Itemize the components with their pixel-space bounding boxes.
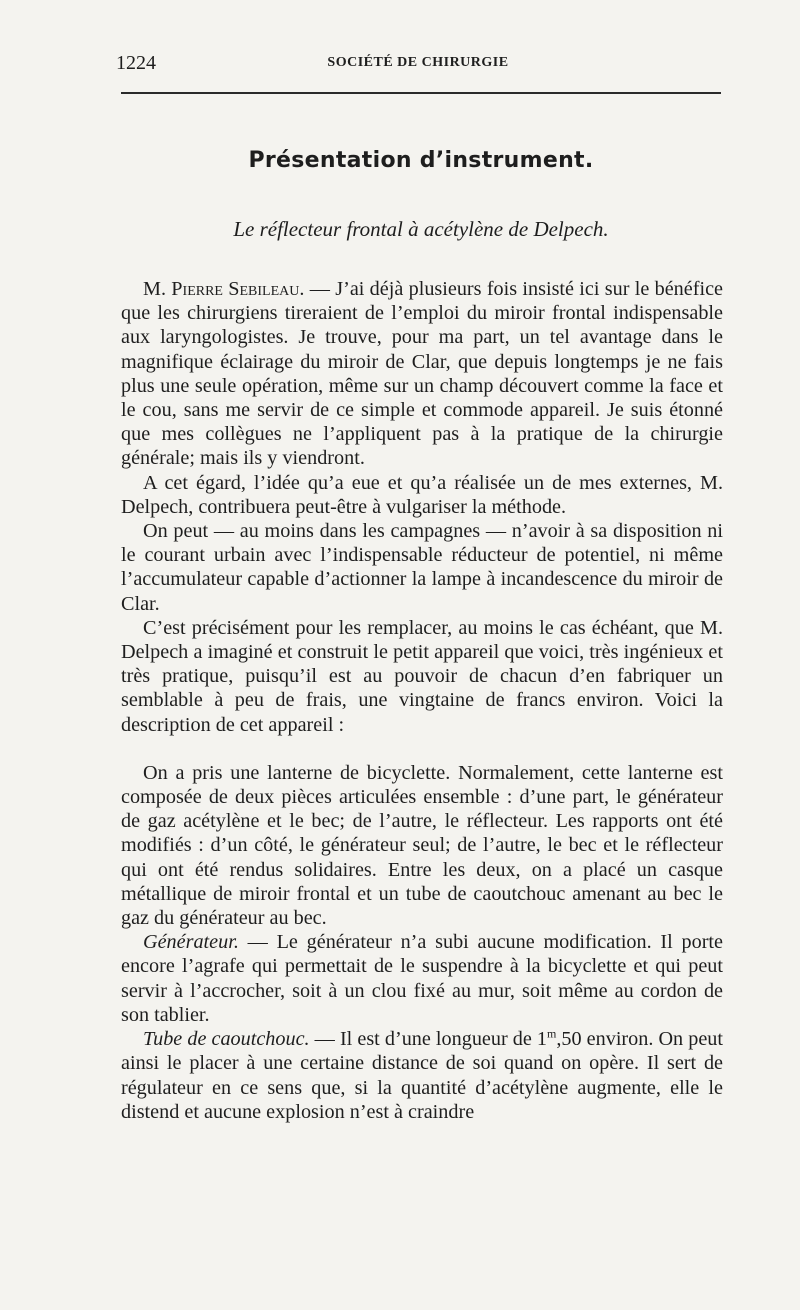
paragraph-text: — Le générateur n’a subi aucune modification. Il porte encore l’agrafe qui permettait de le suspendre à la bicyclette et qui peut servir à l’accrocher, soit à un clou fixé au mur, soit même au cordon de son tablier. <box>121 931 723 1026</box>
paragraph-heading: Tube de caoutchouc. <box>143 1028 310 1051</box>
unit-superscript: m <box>547 1026 557 1041</box>
paragraph-text: — Il est d’une longueur de 1 <box>309 1028 548 1051</box>
paragraph <box>121 277 723 471</box>
header-rule <box>121 92 721 94</box>
page-number: 1224 <box>116 52 156 74</box>
paragraph-text: ,50 environ. On peut ainsi le placer à une certaine distance de soi quand on opère. Il sert de régulateur en ce sens que, si la quantité d’acétylène augmente, elle le distend et aucune explosion n’est à craindre <box>121 1028 723 1123</box>
speaker-name: M. Pierre Sebileau. <box>143 278 305 300</box>
section-title: Présentation d’instrument. <box>248 148 594 173</box>
paragraph: On a pris une lanterne de bicyclette. Normalement, cette lanterne est composée de deux pièces articulées ensemble : d’une part, le générateur de gaz acétylène et le bec; de l’autre, le réflecteur. Les rapports ont été modifiés : d’un côté, le générateur seul; de l’autre, le bec et le réflecteur qui ont été rendus solidaires. Entre les deux, on a placé un casque métallique de miroir frontal et un tube de caoutchouc amenant au bec le gaz du générateur au bec. <box>121 761 723 930</box>
paragraph <box>121 930 723 1027</box>
paragraph: On peut — au moins dans les campagnes — n’avoir à sa disposition ni le courant urbain avec l’indispensable réducteur de potentiel, ni même l’accumulateur capable d’actionner la lampe à incandescence du miroir de Clar. <box>121 520 723 615</box>
paragraph-heading: Générateur. <box>143 931 239 954</box>
section-subtitle: Le réflecteur frontal à acétylène de Delpech. <box>233 217 609 241</box>
running-header <box>116 52 720 76</box>
body-text <box>121 277 723 1124</box>
paragraph: C’est précisément pour les remplacer, au moins le cas échéant, que M. Delpech a imaginé et construit le petit appareil que voici, très ingénieux et très pratique, puisqu’il est au pouvoir de chacun d’en fabriquer un semblable à peu de frais, une vingtaine de francs environ. Voici la description de cet appareil : <box>121 616 723 736</box>
running-head: SOCIÉTÉ DE CHIRURGIE <box>327 55 509 70</box>
paragraph <box>121 1027 723 1124</box>
paragraph-text: — J’ai déjà plusieurs fois insisté ici sur le bénéfice que les chirurgiens tireraient de l’emploi du miroir frontal indispensable aux laryngologistes. Je trouve, pour ma part, un tel avantage dans le magnifique éclairage du miroir de Clar, que depuis longtemps je ne fais plus une seule opération, même sur un champ découvert comme la face et le cou, sans me servir de ce simple et commode appareil. Je suis étonné que mes collègues ne l’appliquent pas à la pratique de la chirurgie générale; mais ils y viendront. <box>121 278 723 470</box>
paragraph: A cet égard, l’idée qu’a eue et qu’a réalisée un de mes externes, M. Delpech, contribuera peut-être à vulgariser la méthode. <box>121 471 723 518</box>
